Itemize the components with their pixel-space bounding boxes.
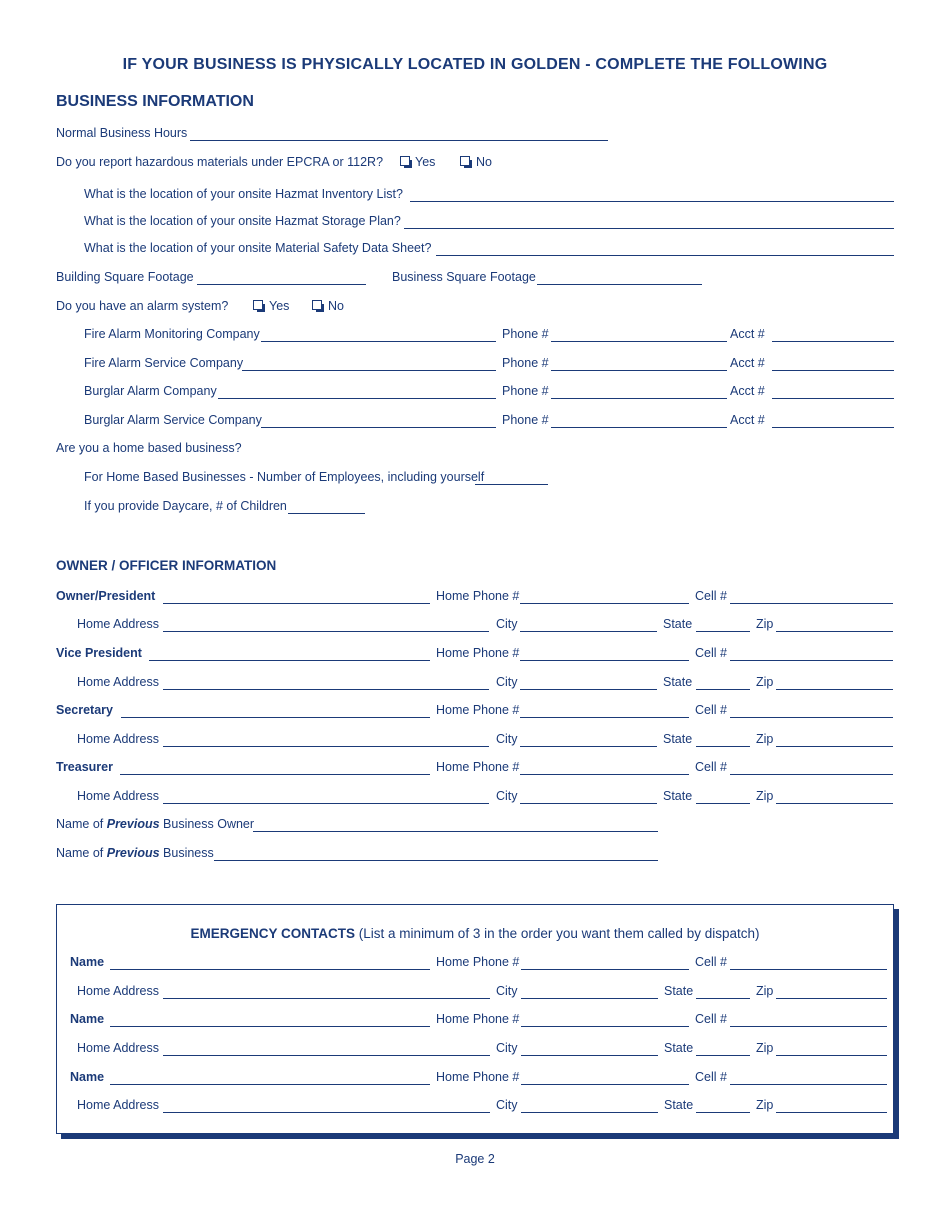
hazmat-no-checkbox[interactable] xyxy=(460,156,470,166)
state-label: State xyxy=(663,617,693,631)
officer-label: Owner/President xyxy=(56,589,156,603)
state-field[interactable] xyxy=(696,803,750,804)
zip-field[interactable] xyxy=(776,689,893,690)
alarm-no-label: No xyxy=(328,299,344,313)
zip-field[interactable] xyxy=(776,1112,887,1113)
state-field[interactable] xyxy=(696,998,750,999)
officer-name-field[interactable] xyxy=(149,660,430,661)
city-field[interactable] xyxy=(521,1055,658,1056)
zip-label: Zip xyxy=(756,1041,774,1055)
alarm-no-checkbox[interactable] xyxy=(312,300,322,310)
previous-business-field[interactable] xyxy=(214,860,658,861)
building-sqft-field[interactable] xyxy=(197,284,366,285)
city-field[interactable] xyxy=(520,631,657,632)
msds-field[interactable] xyxy=(436,255,894,256)
alarm-row-label: Burglar Alarm Company xyxy=(84,384,217,398)
zip-field[interactable] xyxy=(776,1055,887,1056)
page-title: IF YOUR BUSINESS IS PHYSICALLY LOCATED IN GOLDEN - COMPLETE THE FOLLOWING xyxy=(122,56,828,73)
home-phone-field[interactable] xyxy=(521,1084,689,1085)
home-based-question: Are you a home based business? xyxy=(56,441,242,455)
state-label: State xyxy=(663,789,693,803)
emergency-title: EMERGENCY CONTACTS xyxy=(190,926,356,941)
city-field[interactable] xyxy=(520,689,657,690)
officer-name-field[interactable] xyxy=(121,717,430,718)
previous-text: Previous xyxy=(106,817,160,831)
inventory-list-field[interactable] xyxy=(410,201,894,202)
business-sqft-label: Business Square Footage xyxy=(392,270,536,284)
city-label: City xyxy=(496,1041,518,1055)
state-field[interactable] xyxy=(696,689,750,690)
home-address-field[interactable] xyxy=(163,746,489,747)
zip-label: Zip xyxy=(756,984,774,998)
home-address-field[interactable] xyxy=(163,689,489,690)
officer-label: Treasurer xyxy=(56,760,113,774)
city-label: City xyxy=(496,1098,518,1112)
storage-plan-field[interactable] xyxy=(404,228,894,229)
cell-label: Cell # xyxy=(695,955,727,969)
name-of-text: Name of xyxy=(56,846,104,860)
state-label: State xyxy=(663,732,693,746)
officer-label: Vice President xyxy=(56,646,142,660)
zip-field[interactable] xyxy=(776,631,893,632)
alarm-acct-label: Acct # xyxy=(730,327,765,341)
alarm-acct-label: Acct # xyxy=(730,356,765,370)
alarm-company-field[interactable] xyxy=(218,398,496,399)
page-number: Page 2 xyxy=(455,1152,495,1166)
home-address-label: Home Address xyxy=(77,617,159,631)
state-field[interactable] xyxy=(696,746,750,747)
home-address-label: Home Address xyxy=(77,675,159,689)
cell-field[interactable] xyxy=(730,603,893,604)
home-phone-field[interactable] xyxy=(521,1026,689,1027)
cell-label: Cell # xyxy=(695,760,727,774)
officer-label: Secretary xyxy=(56,703,113,717)
cell-field[interactable] xyxy=(730,969,887,970)
alarm-acct-label: Acct # xyxy=(730,413,765,427)
officer-name-field[interactable] xyxy=(163,603,430,604)
emergency-heading xyxy=(0,926,950,941)
home-phone-label: Home Phone # xyxy=(436,646,520,660)
cell-field[interactable] xyxy=(730,717,893,718)
zip-field[interactable] xyxy=(776,998,887,999)
city-field[interactable] xyxy=(520,803,657,804)
state-label: State xyxy=(664,984,694,998)
alarm-phone-field[interactable] xyxy=(551,427,727,428)
emergency-note: (List a minimum of 3 in the order you want them called by dispatch) xyxy=(358,926,760,941)
normal-hours-field[interactable] xyxy=(190,140,608,141)
alarm-phone-field[interactable] xyxy=(551,341,727,342)
city-label: City xyxy=(496,984,518,998)
contact-name-field[interactable] xyxy=(110,1084,430,1085)
hazmat-yes-label: Yes xyxy=(415,155,436,169)
alarm-acct-field[interactable] xyxy=(772,370,894,371)
zip-label: Zip xyxy=(756,617,774,631)
prev-owner-text: Business Owner xyxy=(163,817,255,831)
home-address-field[interactable] xyxy=(163,998,490,999)
home-phone-label: Home Phone # xyxy=(436,703,520,717)
home-address-label: Home Address xyxy=(77,1041,159,1055)
home-phone-label: Home Phone # xyxy=(436,1070,520,1084)
cell-field[interactable] xyxy=(730,774,893,775)
cell-label: Cell # xyxy=(695,1012,727,1026)
home-address-field[interactable] xyxy=(163,1112,490,1113)
officer-name-field[interactable] xyxy=(120,774,430,775)
home-phone-label: Home Phone # xyxy=(436,760,520,774)
hazmat-yes-checkbox[interactable] xyxy=(400,156,410,166)
city-field[interactable] xyxy=(521,1112,658,1113)
alarm-phone-label: Phone # xyxy=(502,413,549,427)
cell-field[interactable] xyxy=(730,660,893,661)
alarm-phone-label: Phone # xyxy=(502,327,549,341)
name-of-text: Name of xyxy=(56,817,104,831)
prev-business-text: Business xyxy=(163,846,214,860)
city-field[interactable] xyxy=(521,998,658,999)
alarm-acct-field[interactable] xyxy=(772,398,894,399)
cell-label: Cell # xyxy=(695,589,727,603)
alarm-company-field[interactable] xyxy=(261,341,496,342)
alarm-row-label: Burglar Alarm Service Company xyxy=(84,413,262,427)
previous-owner-label xyxy=(56,816,254,832)
state-field[interactable] xyxy=(696,1112,750,1113)
alarm-acct-field[interactable] xyxy=(772,427,894,428)
owner-info-heading: OWNER / OFFICER INFORMATION xyxy=(56,558,277,573)
cell-label: Cell # xyxy=(695,1070,727,1084)
cell-label: Cell # xyxy=(695,703,727,717)
alarm-phone-field[interactable] xyxy=(551,370,727,371)
home-phone-field[interactable] xyxy=(520,717,689,718)
business-info-heading: BUSINESS INFORMATION xyxy=(56,93,254,110)
msds-label: What is the location of your onsite Material Safety Data Sheet? xyxy=(84,241,432,255)
zip-label: Zip xyxy=(756,1098,774,1112)
contact-name-field[interactable] xyxy=(110,1026,430,1027)
contact-name-field[interactable] xyxy=(110,969,430,970)
alarm-phone-label: Phone # xyxy=(502,384,549,398)
employees-label: For Home Based Businesses - Number of Employees, including yourself xyxy=(84,470,485,484)
state-label: State xyxy=(664,1041,694,1055)
contact-name-label: Name xyxy=(70,955,105,969)
city-label: City xyxy=(496,732,518,746)
state-field[interactable] xyxy=(696,1055,750,1056)
city-label: City xyxy=(496,617,518,631)
home-address-label: Home Address xyxy=(77,732,159,746)
alarm-row-label: Fire Alarm Service Company xyxy=(84,356,244,370)
business-sqft-field[interactable] xyxy=(537,284,702,285)
previous-text: Previous xyxy=(106,846,160,860)
previous-business-label xyxy=(56,845,214,861)
home-address-field[interactable] xyxy=(163,803,489,804)
home-phone-field[interactable] xyxy=(520,774,689,775)
cell-label: Cell # xyxy=(695,646,727,660)
daycare-field[interactable] xyxy=(288,513,365,514)
alarm-company-field[interactable] xyxy=(242,370,496,371)
home-address-label: Home Address xyxy=(77,789,159,803)
home-phone-label: Home Phone # xyxy=(436,589,520,603)
city-field[interactable] xyxy=(520,746,657,747)
zip-field[interactable] xyxy=(776,803,893,804)
state-label: State xyxy=(664,1098,694,1112)
home-address-field[interactable] xyxy=(163,631,489,632)
state-label: State xyxy=(663,675,693,689)
city-label: City xyxy=(496,675,518,689)
city-label: City xyxy=(496,789,518,803)
contact-name-label: Name xyxy=(70,1012,105,1026)
home-phone-label: Home Phone # xyxy=(436,1012,520,1026)
alarm-acct-label: Acct # xyxy=(730,384,765,398)
zip-label: Zip xyxy=(756,675,774,689)
zip-field[interactable] xyxy=(776,746,893,747)
home-phone-field[interactable] xyxy=(520,603,689,604)
alarm-acct-field[interactable] xyxy=(772,341,894,342)
home-phone-label: Home Phone # xyxy=(436,955,520,969)
alarm-yes-label: Yes xyxy=(269,299,290,313)
storage-plan-label: What is the location of your onsite Hazmat Storage Plan? xyxy=(84,214,401,228)
alarm-phone-field[interactable] xyxy=(551,398,727,399)
zip-label: Zip xyxy=(756,732,774,746)
previous-owner-field[interactable] xyxy=(253,831,658,832)
alarm-question: Do you have an alarm system? xyxy=(56,299,229,313)
employees-field[interactable] xyxy=(475,484,548,485)
home-phone-field[interactable] xyxy=(520,660,689,661)
zip-label: Zip xyxy=(756,789,774,803)
inventory-list-label: What is the location of your onsite Hazmat Inventory List? xyxy=(84,187,403,201)
building-sqft-label: Building Square Footage xyxy=(56,270,194,284)
cell-field[interactable] xyxy=(730,1026,887,1027)
state-field[interactable] xyxy=(696,631,750,632)
normal-hours-label: Normal Business Hours xyxy=(56,126,188,140)
home-phone-field[interactable] xyxy=(521,969,689,970)
contact-name-label: Name xyxy=(70,1070,105,1084)
cell-field[interactable] xyxy=(730,1084,887,1085)
alarm-phone-label: Phone # xyxy=(502,356,549,370)
daycare-label: If you provide Daycare, # of Children xyxy=(84,499,287,513)
hazmat-question: Do you report hazardous materials under EPCRA or 112R? xyxy=(56,155,384,169)
alarm-yes-checkbox[interactable] xyxy=(253,300,263,310)
home-address-field[interactable] xyxy=(163,1055,490,1056)
hazmat-no-label: No xyxy=(476,155,492,169)
alarm-company-field[interactable] xyxy=(261,427,496,428)
home-address-label: Home Address xyxy=(77,984,159,998)
alarm-row-label: Fire Alarm Monitoring Company xyxy=(84,327,260,341)
home-address-label: Home Address xyxy=(77,1098,159,1112)
